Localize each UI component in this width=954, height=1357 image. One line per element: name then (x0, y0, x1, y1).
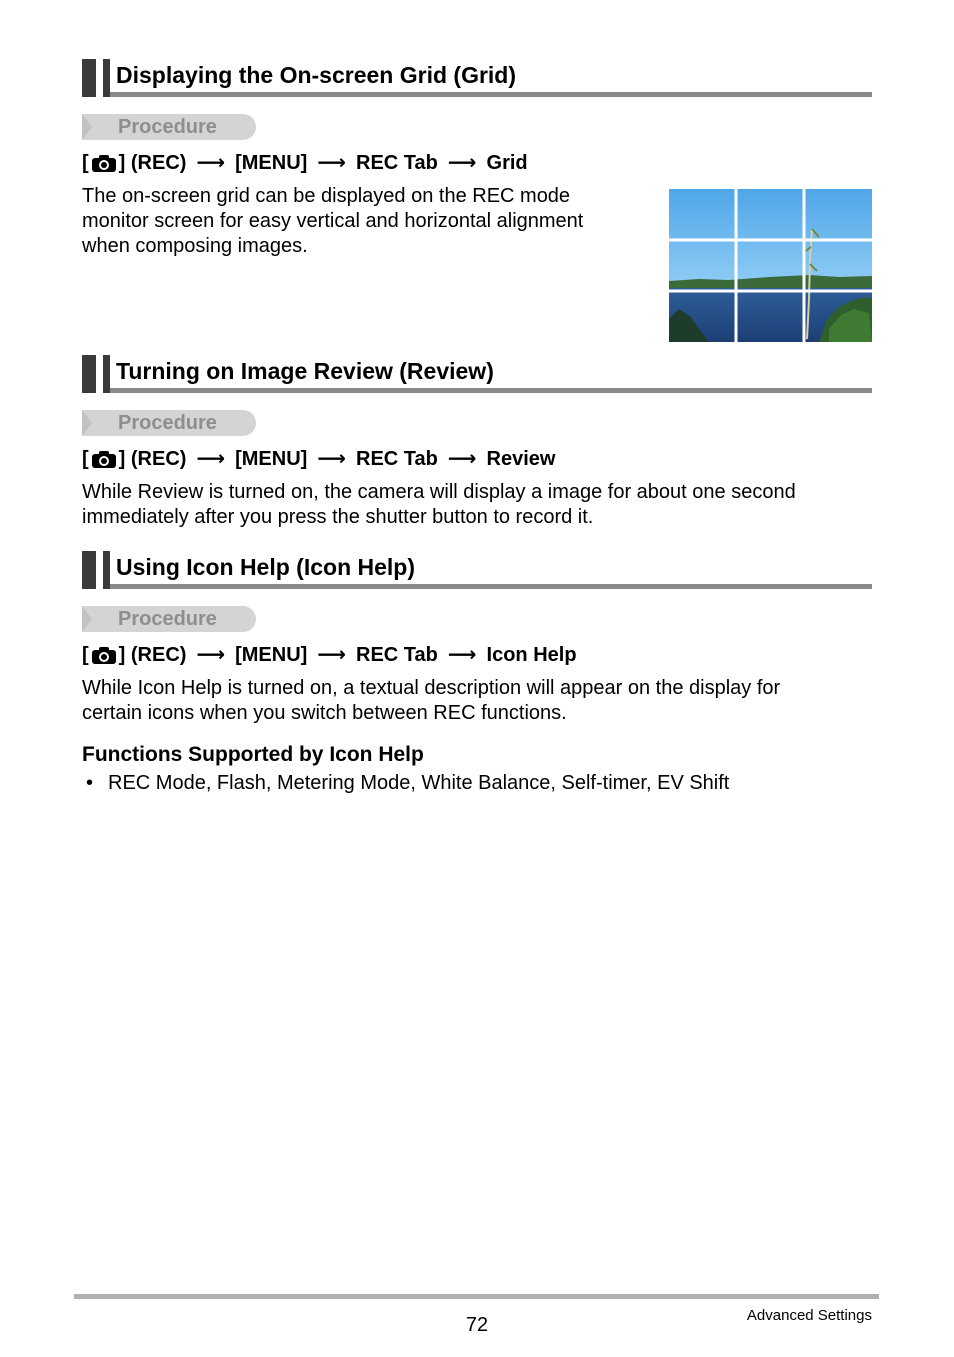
arrow-right-icon: ⟶ (447, 644, 477, 666)
setting-step: Grid (486, 152, 528, 174)
menu-step: [MENU] (235, 152, 308, 174)
setting-step: Review (486, 448, 556, 470)
arrow-right-icon: ⟶ (196, 448, 226, 470)
section-title: Using Icon Help (Icon Help) (116, 554, 416, 580)
rec-tab-step: REC Tab (356, 448, 438, 470)
arrow-right-icon: ⟶ (317, 448, 346, 470)
arrow-right-icon: ⟶ (447, 448, 477, 470)
rec-tab-step: REC Tab (356, 644, 438, 666)
menu-step: [MENU] (235, 644, 308, 666)
bullet-icon: • (86, 772, 94, 794)
rec-tab-step: REC Tab (356, 152, 438, 174)
arrow-right-icon: ⟶ (317, 644, 346, 666)
rec-mode-label: ] (REC) (118, 448, 187, 470)
setting-step: Icon Help (486, 644, 577, 666)
section-heading (82, 59, 872, 97)
procedure-tab (82, 114, 256, 140)
section-title: Displaying the On-screen Grid (Grid) (116, 62, 517, 88)
arrow-right-icon: ⟶ (447, 152, 477, 174)
procedure-label: Procedure (118, 608, 217, 630)
procedure-label: Procedure (118, 412, 217, 434)
camera-icon (91, 450, 117, 468)
arrow-right-icon: ⟶ (317, 152, 346, 174)
procedure-label: Procedure (118, 116, 217, 138)
arrow-right-icon: ⟶ (196, 152, 226, 174)
footer-section-label: Advanced Settings (746, 1307, 872, 1324)
section-body: While Review is turned on, the camera will display a image for about one second immediately after you press the shutter button to record it. (82, 481, 796, 528)
bracket-open: [ (82, 644, 89, 666)
section-heading (82, 551, 872, 589)
procedure-tab (82, 606, 256, 632)
section-review (82, 355, 872, 530)
page-number: 72 (465, 1314, 489, 1336)
bracket-open: [ (82, 448, 89, 470)
list-item-text: REC Mode, Flash, Metering Mode, White Balance, Self-timer, EV Shift (108, 772, 730, 794)
rec-mode-label: ] (REC) (118, 152, 187, 174)
section-body: The on-screen grid can be displayed on the REC mode monitor screen for easy vertical and horizontal alignment when composing images. (82, 185, 584, 257)
list-item (82, 770, 872, 796)
rec-mode-label: ] (REC) (118, 644, 187, 666)
menu-path (82, 150, 872, 176)
arrow-right-icon: ⟶ (196, 644, 226, 666)
bracket-open: [ (82, 152, 89, 174)
menu-path (82, 446, 872, 472)
menu-step: [MENU] (235, 448, 308, 470)
procedure-tab (82, 410, 256, 436)
section-body: While Icon Help is turned on, a textual description will appear on the display for certain icons when you switch between REC functions. (82, 677, 781, 724)
footer-divider (74, 1294, 879, 1299)
grid-example-photo (669, 189, 872, 342)
camera-icon (91, 154, 117, 172)
section-title: Turning on Image Review (Review) (116, 358, 494, 384)
section-heading (82, 355, 872, 393)
menu-path (82, 642, 872, 668)
sub-heading: Functions Supported by Icon Help (82, 743, 424, 766)
section-icon-help (82, 551, 872, 796)
camera-icon (91, 646, 117, 664)
